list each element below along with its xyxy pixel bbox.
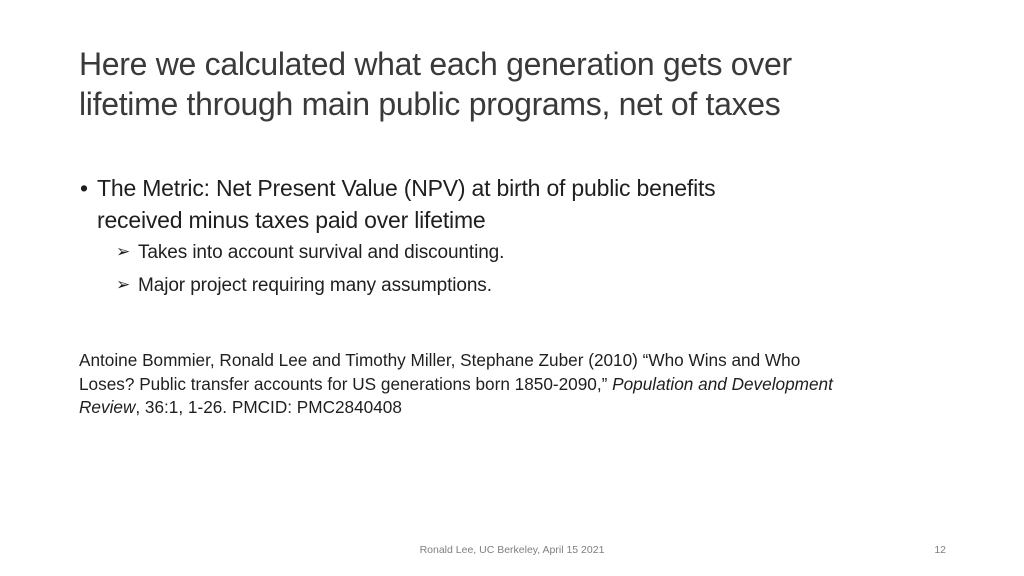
citation-text: , 36:1, 1-26. PMCID: PMC2840408: [135, 397, 402, 417]
bullet-icon: •: [80, 175, 88, 201]
citation-line: [79, 373, 959, 397]
citation-text: Loses? Public transfer accounts for US generations born 1850-2090,”: [79, 373, 613, 394]
arrow-bullet-icon: ➢: [116, 275, 131, 295]
sub-bullet-text: Takes into account survival and discounting.: [138, 242, 505, 263]
sub-bullet-item: [116, 236, 959, 269]
slide-body: [79, 172, 959, 302]
bullet-item-metric: [79, 172, 959, 236]
slide-title: [79, 44, 959, 124]
sub-bullet-item: [116, 269, 959, 302]
citation-line: [79, 396, 959, 420]
page-number: 12: [934, 544, 946, 556]
sub-bullet-text: Major project requiring many assumptions.: [138, 275, 492, 296]
journal-name-continued: Review: [79, 397, 136, 417]
slide-title-line: Here we calculated what each generation gets over: [79, 46, 792, 82]
slide-title-line: lifetime through main public programs, net of taxes: [79, 86, 781, 122]
citation: [79, 349, 959, 420]
arrow-bullet-icon: ➢: [116, 242, 131, 262]
bullet-text-line: received minus taxes paid over lifetime: [97, 207, 486, 233]
citation-line: Antoine Bommier, Ronald Lee and Timothy Miller, Stephane Zuber (2010) “Who Wins and Who: [79, 350, 801, 370]
journal-name: Population and Development: [612, 373, 833, 394]
bullet-text-line: The Metric: Net Present Value (NPV) at birth of public benefits: [97, 175, 716, 201]
slide-footer: Ronald Lee, UC Berkeley, April 15 2021: [419, 544, 605, 556]
